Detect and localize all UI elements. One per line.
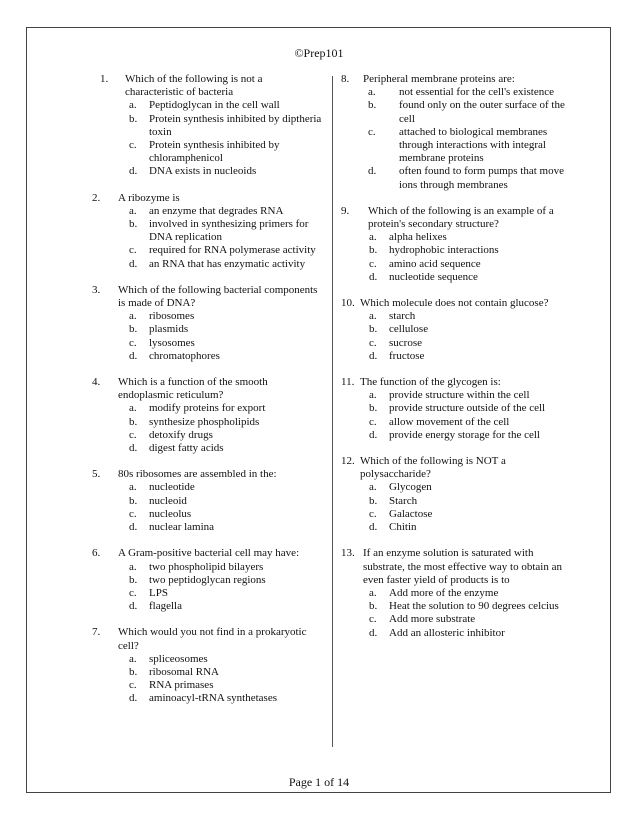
question-number: 1. <box>100 73 109 85</box>
option: b. hydrophobic interactions <box>369 244 499 257</box>
question-stem: Which molecule does not contain glucose? <box>360 297 549 310</box>
question-12 <box>341 455 573 534</box>
question-stem: Peripheral membrane proteins are: <box>363 73 515 85</box>
question-stem: 80s ribosomes are assembled in the: <box>118 468 277 481</box>
option: d. fructose <box>369 349 425 362</box>
option: d. Chitin <box>369 521 417 534</box>
option: c. detoxify drugs <box>129 428 213 441</box>
option: c. sucrose <box>369 336 422 349</box>
option: d. digest fatty acids <box>129 442 224 455</box>
option: c. lysosomes <box>129 336 195 349</box>
option: d. nucleotide sequence <box>369 270 478 283</box>
option: a. not essential for the cell's existence <box>368 86 555 99</box>
question-number: 13. <box>341 547 355 560</box>
option: b. two peptidoglycan regions <box>129 573 266 586</box>
option: b. involved in synthesizing primers for DNA replication <box>129 218 309 244</box>
option: d. Add an allosteric inhibitor <box>369 626 505 639</box>
option: c. Galactose <box>369 507 433 520</box>
option: a. an enzyme that degrades RNA <box>129 204 284 217</box>
option: a. ribosomes <box>129 310 195 323</box>
question-number: 12. <box>341 455 355 468</box>
question-stem: Which of the following bacterial components is made of DNA? <box>118 283 318 310</box>
option: b. Protein synthesis inhibited by diptheria toxin <box>129 112 322 138</box>
question-9 <box>341 205 573 284</box>
question-4 <box>92 376 322 455</box>
question-number: 10. <box>341 297 355 310</box>
option: d. an RNA that has enzymatic activity <box>129 257 306 270</box>
question-10 <box>341 297 573 363</box>
option: a. Glycogen <box>369 481 432 494</box>
option: c. allow movement of the cell <box>369 415 510 428</box>
question-number: 2. <box>92 191 101 204</box>
option: c. RNA primases <box>129 679 214 692</box>
option: c. attached to biological membranes through interactions with integral membrane proteins <box>368 125 548 165</box>
option: a. alpha helixes <box>369 231 447 244</box>
page-footer: Page 1 of 14 <box>288 775 350 789</box>
option: b. plasmids <box>129 323 189 336</box>
question-stem: If an enzyme solution is saturated with substrate, the most effective way to obtain an even faster yield of products is to <box>363 547 562 586</box>
option: d. DNA exists in nucleoids <box>129 165 257 178</box>
page-header: ©Prep101 <box>294 46 344 60</box>
question-number: 11. <box>341 376 355 389</box>
option: b. found only on the outer surface of the cell <box>368 99 565 125</box>
option: a. provide structure within the cell <box>369 389 530 402</box>
question-8 <box>341 73 573 192</box>
option: c. Add more substrate <box>369 613 476 626</box>
option: c. Protein synthesis inhibited by chloramphenicol <box>129 139 280 165</box>
question-3 <box>92 284 322 363</box>
option: a. Peptidoglycan in the cell wall <box>129 99 280 112</box>
option: d. aminoacyl-tRNA synthetases <box>129 692 278 705</box>
option: a. nucleotide <box>129 481 195 494</box>
option: a. spliceosomes <box>129 652 208 665</box>
question-stem: Which of the following is not a characteristic of bacteria <box>125 73 263 99</box>
left-column <box>92 73 322 719</box>
option: b. provide structure outside of the cell <box>369 402 546 415</box>
option: c. nucleolus <box>129 507 192 520</box>
option: b. synthesize phospholipids <box>129 415 260 428</box>
question-stem: The function of the glycogen is: <box>360 376 501 389</box>
option: b. cellulose <box>369 323 429 336</box>
question-number: 8. <box>341 73 350 85</box>
question-stem: Which of the following is NOT a polysaccharide? <box>360 455 506 481</box>
option: b. Starch <box>369 494 418 507</box>
question-11 <box>341 376 573 442</box>
option: a. modify proteins for export <box>129 402 266 415</box>
option: a. two phospholipid bilayers <box>129 560 264 573</box>
option: d. nuclear lamina <box>129 521 215 534</box>
option: b. ribosomal RNA <box>129 665 219 678</box>
question-stem: A Gram-positive bacterial cell may have: <box>118 547 300 560</box>
option: d. flagella <box>129 600 182 613</box>
question-2 <box>92 192 322 271</box>
question-6 <box>92 547 322 613</box>
question-number: 3. <box>92 283 101 296</box>
option: a. starch <box>369 310 416 323</box>
option: c. required for RNA polymerase activity <box>129 244 316 257</box>
option: a. Add more of the enzyme <box>369 586 499 599</box>
question-number: 4. <box>92 376 101 389</box>
question-number: 9. <box>341 204 350 217</box>
question-7 <box>92 626 322 705</box>
question-1 <box>92 73 322 179</box>
right-column <box>341 73 573 653</box>
question-stem: Which is a function of the smooth endoplasmic reticulum? <box>118 376 268 402</box>
column-divider <box>332 76 333 747</box>
option: c. LPS <box>129 586 168 599</box>
option: d. often found to form pumps that move ions through membranes <box>368 165 564 191</box>
question-number: 7. <box>92 626 101 639</box>
question-number: 5. <box>92 468 101 481</box>
question-5 <box>92 468 322 534</box>
question-stem: A ribozyme is <box>118 191 180 204</box>
question-number: 6. <box>92 547 101 560</box>
option: c. amino acid sequence <box>369 257 481 270</box>
option: b. Heat the solution to 90 degrees celcius <box>369 600 559 613</box>
question-stem: Which would you not find in a prokaryotic cell? <box>118 626 307 652</box>
question-13 <box>341 547 573 639</box>
option: d. chromatophores <box>129 349 220 362</box>
option: d. provide energy storage for the cell <box>369 428 540 441</box>
question-stem: Which of the following is an example of a protein's secondary structure? <box>368 204 554 231</box>
option: b. nucleoid <box>129 494 187 507</box>
